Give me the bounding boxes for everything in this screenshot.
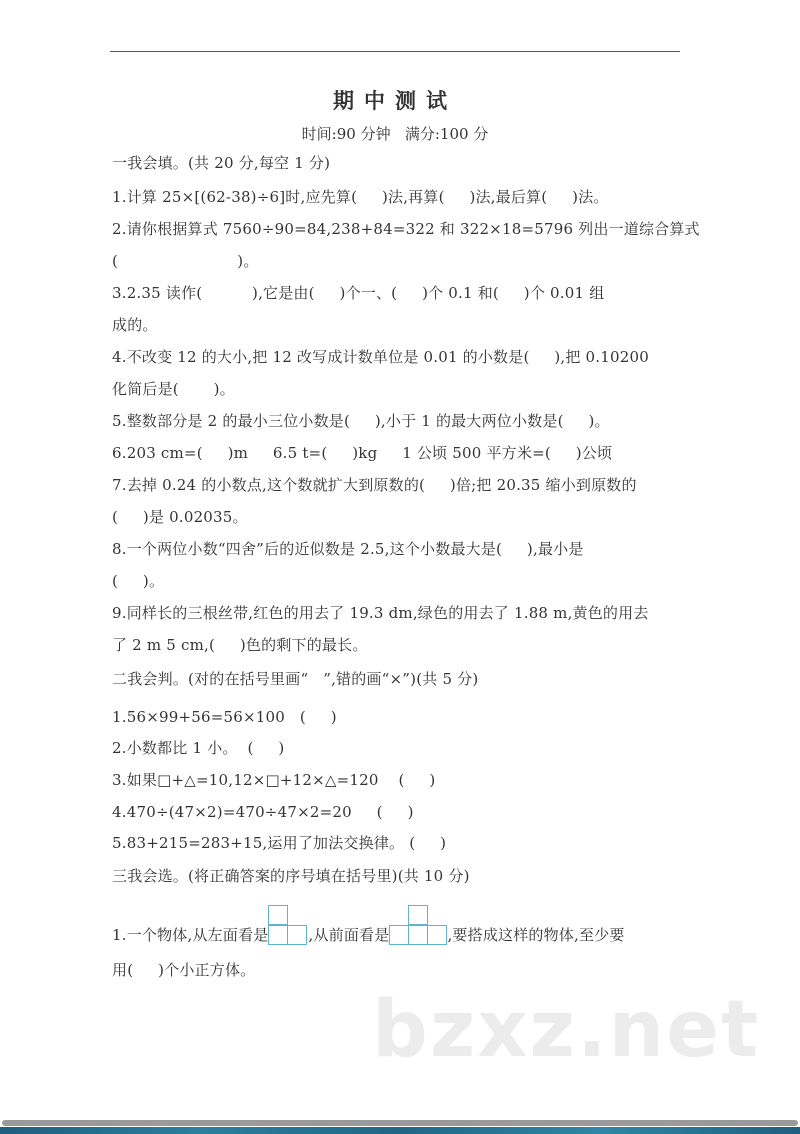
section1-line: 7.去掉 0.24 的小数点,这个数就扩大到原数的( )倍;把 20.35 缩小到原数的 <box>112 476 637 494</box>
section1-line: 4.不改变 12 的大小,把 12 改写成计数单位是 0.01 的小数是( ),把 0.10200 <box>112 348 649 366</box>
section1-line: 3.2.35 读作( ),它是由( )个一、( )个 0.1 和( )个 0.01 组 <box>112 284 605 302</box>
section3-heading: 三我会选。(将正确答案的序号填在括号里)(共 10 分) <box>112 867 470 885</box>
header-rule <box>110 51 680 52</box>
front-view-figure <box>389 925 447 945</box>
q1-text: ,从前面看是 <box>308 926 390 944</box>
q1-text: ,要搭成这样的物体,至少要 <box>447 926 625 944</box>
choice-question-1-cont: 用( )个小正方体。 <box>112 961 256 979</box>
judge-item: 2.小数都比 1 小。 ( ) <box>112 739 285 757</box>
section1-line: ( )。 <box>112 572 165 590</box>
section1-line: ( )。 <box>112 252 259 270</box>
choice-question-1 <box>112 925 625 945</box>
section1-heading: 一我会填。(共 20 分,每空 1 分) <box>112 154 331 172</box>
judge-item: 5.83+215=283+15,运用了加法交换律。 ( ) <box>112 834 447 852</box>
section1-line: 2.请你根据算式 7560÷90=84,238+84=322 和 322×18=5796 列出一道综合算式 <box>112 220 700 238</box>
section1-line: 成的。 <box>112 316 158 334</box>
section2-heading: 二我会判。(对的在括号里画“ ”,错的画“×”)(共 5 分) <box>112 670 479 688</box>
left-view-figure <box>268 925 308 945</box>
watermark: bzxz.net <box>372 985 761 1075</box>
section1-line: 5.整数部分是 2 的最小三位小数是( ),小于 1 的最大两位小数是( )。 <box>112 412 610 430</box>
judge-item: 3.如果□+△=10,12×□+12×△=120 ( ) <box>112 771 436 789</box>
taskbar-strip <box>0 1127 800 1134</box>
section1-line: 9.同样长的三根丝带,红色的用去了 19.3 dm,绿色的用去了 1.88 m,黄色的用去 <box>112 604 649 622</box>
exam-info: 时间:90 分钟 满分:100 分 <box>301 125 489 143</box>
section1-line: 6.203 cm=( )m 6.5 t=( )kg 1 公顷 500 平方米=( )公顷 <box>112 444 613 462</box>
horizontal-scrollbar[interactable] <box>2 1120 798 1126</box>
section1-line: 8.一个两位小数“四舍”后的近似数是 2.5,这个小数最大是( ),最小是 <box>112 540 584 558</box>
judge-item: 4.470÷(47×2)=470÷47×2=20 ( ) <box>112 803 414 821</box>
q1-text: 1.一个物体,从左面看是 <box>112 926 269 944</box>
section1-line: ( )是 0.02035。 <box>112 508 248 526</box>
page-title: 期中测试 <box>333 88 457 113</box>
section1-line: 了 2 m 5 cm,( )色的剩下的最长。 <box>112 636 368 654</box>
section1-line: 化简后是( )。 <box>112 380 235 398</box>
section1-line: 1.计算 25×[(62-38)÷6]时,应先算( )法,再算( )法,最后算( )法。 <box>112 188 609 206</box>
judge-item: 1.56×99+56=56×100 ( ) <box>112 708 337 726</box>
